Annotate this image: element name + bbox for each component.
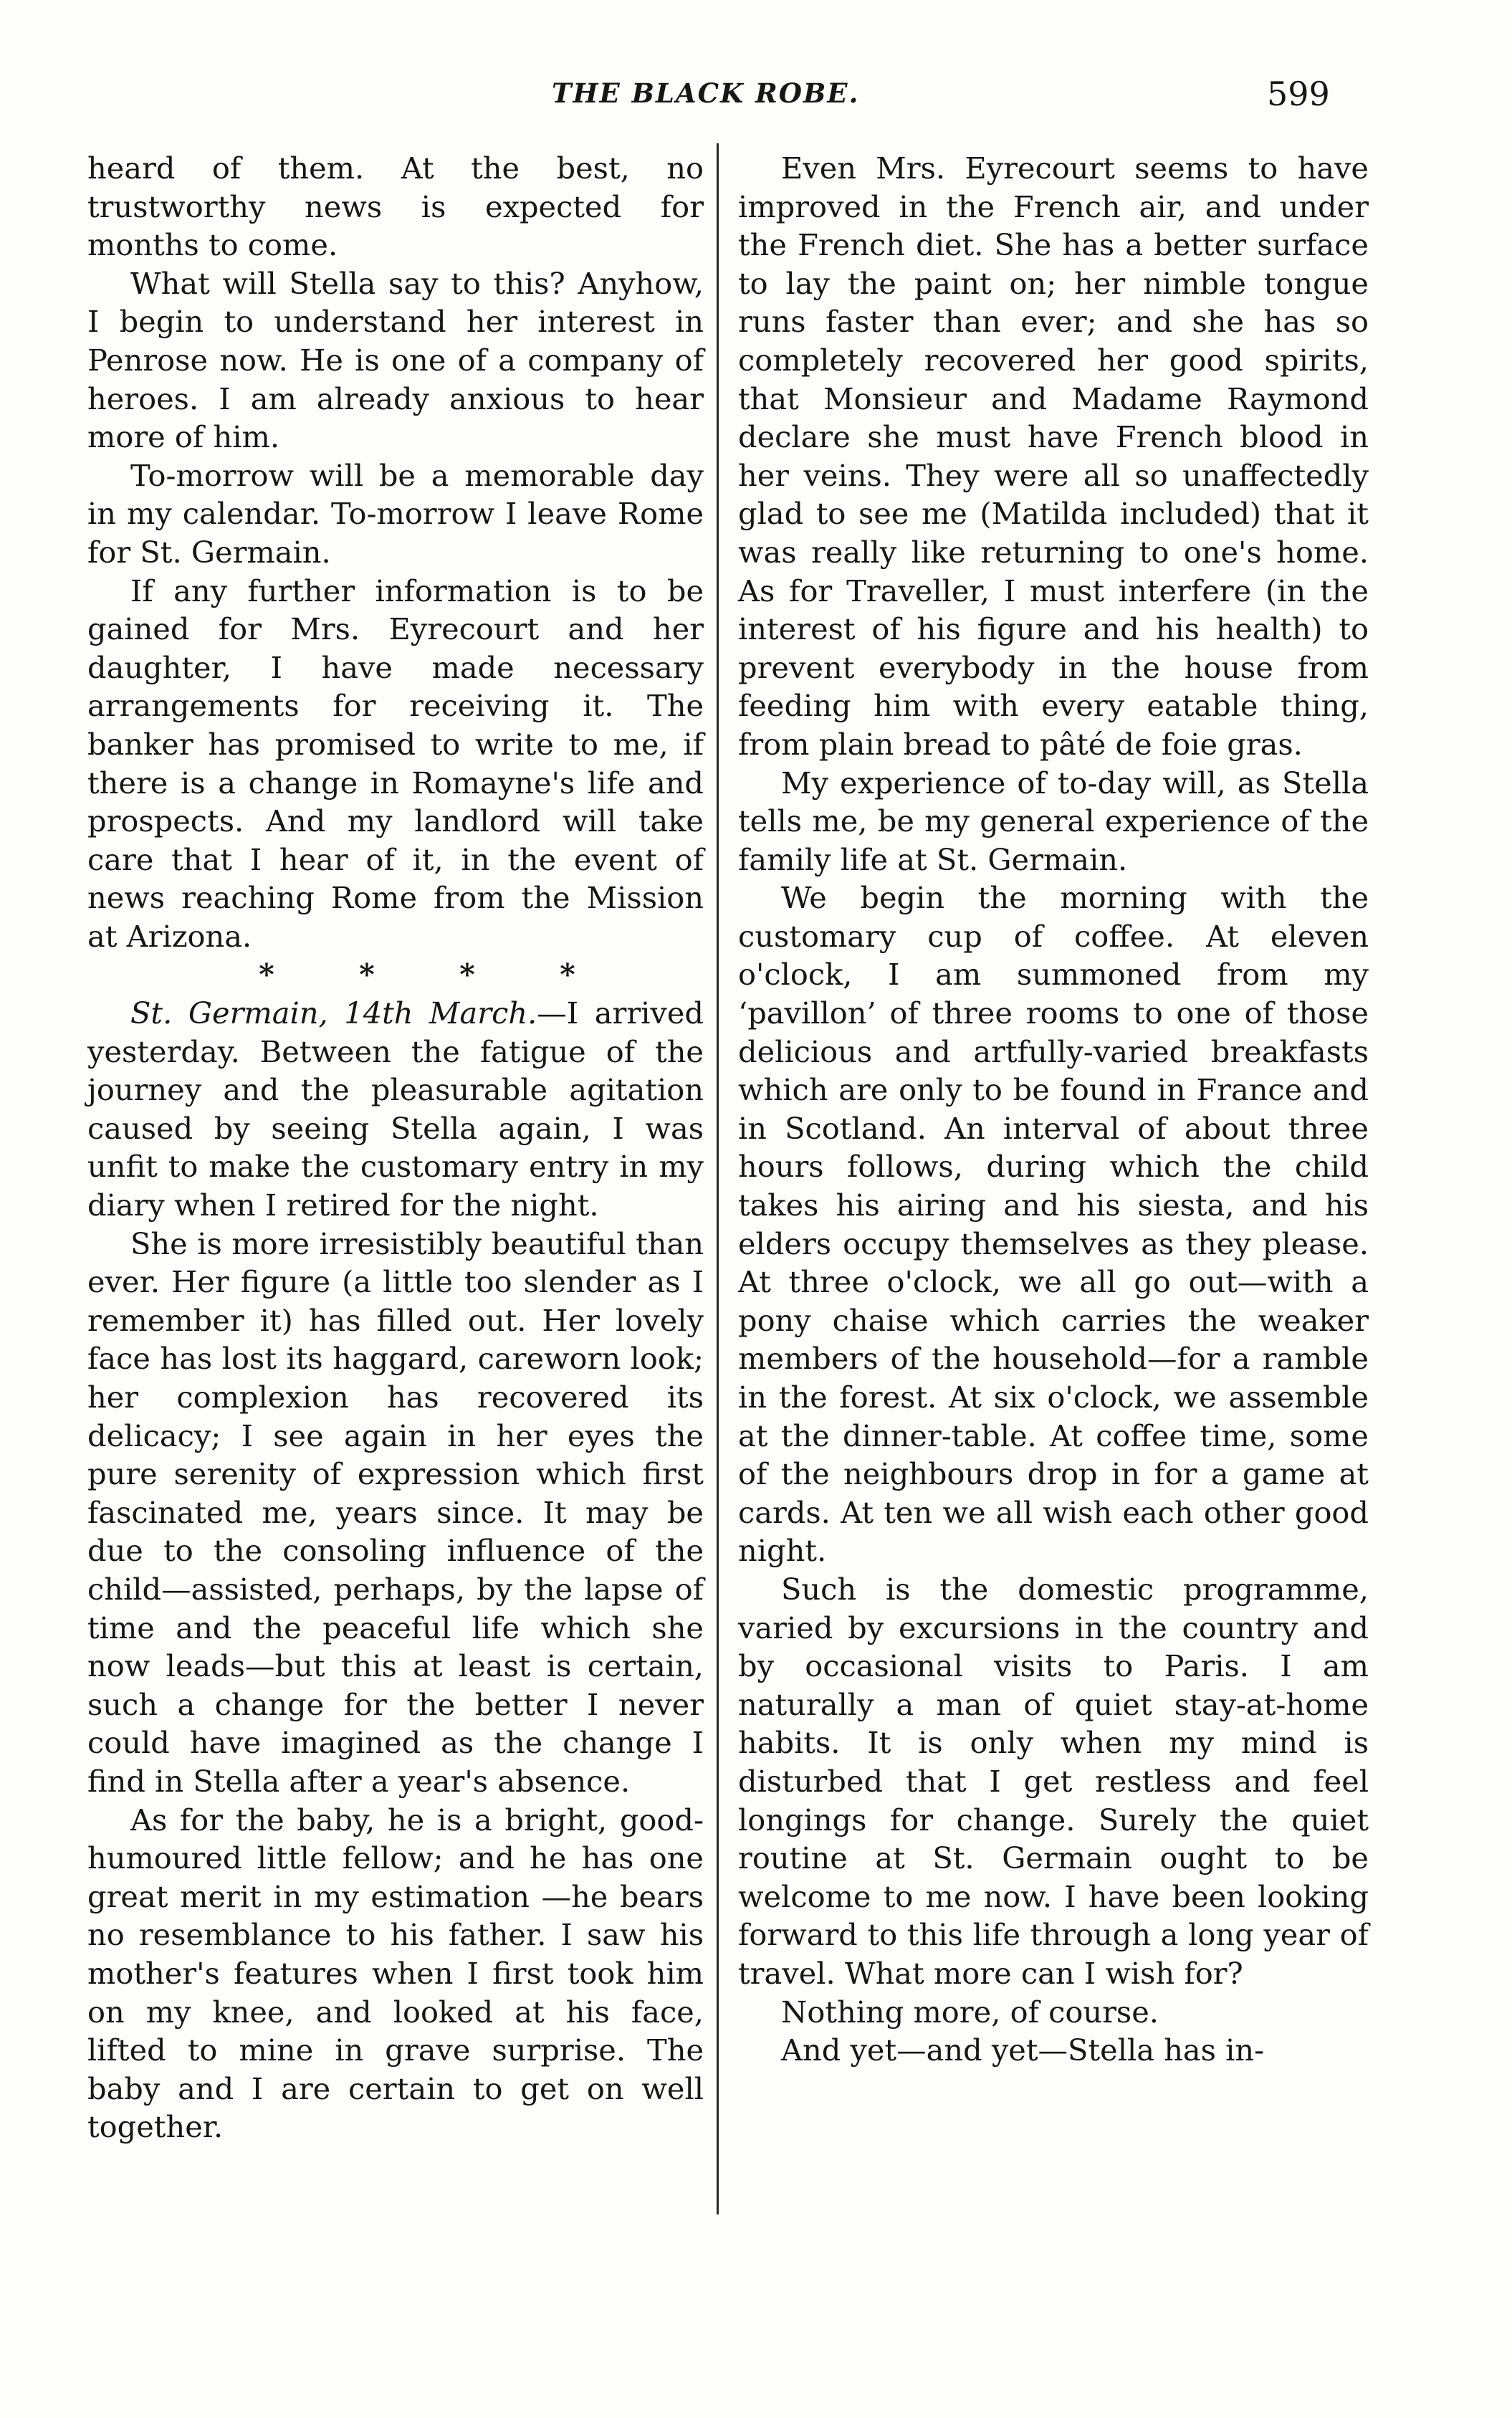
paragraph: What will Stella say to this? Anyhow, I begin to understand her interest in Penrose now. He is one of a company of heroes. I am already anxious to hear more of him. bbox=[87, 265, 704, 455]
paragraph: We begin the morning with the customary cup of coffee. At eleven o'clock, I am summoned from my ‘pavillon’ of three rooms to one of those delicious and artfully-varied breakfasts which are only to be found in France and in Scotland. An interval of about three hours follows, during which the child takes his airing and his siesta, and his elders occupy themselves as they please. At three o'clock, we all go out—with a pony chaise which carries the weaker members of the household—for a ramble in the forest. At six o'clock, we assemble at the dinner-table. At coffee time, some of the neighbours drop in for a game at cards. At ten we all wish each other good night. bbox=[738, 880, 1369, 1569]
star: * bbox=[259, 957, 274, 993]
dateline: St. Germain, 14th March. bbox=[130, 995, 537, 1031]
paragraph: Such is the domestic programme, varied by excursions in the country and by occasional visits to Paris. I am naturally a man of quiet stay-at-home habits. It is only when my mind is disturbed that I get restless and feel longings for change. Surely the quiet routine at St. Germain ought to be welcome to me now. I have been looking forward to this life through a long year of travel. What more can I wish for? bbox=[738, 1571, 1369, 1991]
star: * bbox=[560, 957, 575, 993]
section-break-stars bbox=[87, 955, 704, 994]
right-column bbox=[738, 149, 1369, 2070]
running-title: THE BLACK ROBE. bbox=[552, 77, 860, 109]
paragraph: heard of them. At the best, no trustworthy news is expected for months to come. bbox=[87, 150, 704, 263]
page-number: 599 bbox=[1267, 75, 1330, 113]
left-column bbox=[87, 149, 704, 2146]
star: * bbox=[359, 957, 375, 993]
paragraph: My experience of to-day will, as Stella tells me, be my general experience of the family life at St. Germain. bbox=[738, 765, 1369, 877]
star: * bbox=[459, 957, 475, 993]
paragraph: And yet—and yet—Stella has in- bbox=[781, 2032, 1265, 2068]
diary-entry-paragraph bbox=[87, 994, 704, 1225]
paragraph-text: —I arrived yesterday. Between the fatigue of the journey and the pleasurable agitation caused by seeing Stella again, I was unfit to make the customary entry in my diary when I retired for the night. bbox=[87, 995, 704, 1223]
paragraph: As for the baby, he is a bright, good-humoured little fellow; and he has one great merit in my estimation —he bears no resemblance to his father. I saw his mother's features when I first took him on my knee, and looked at his face, lifted to mine in grave surprise. The baby and I are certain to get on well together. bbox=[87, 1802, 704, 2145]
paragraph: Even Mrs. Eyrecourt seems to have improved in the French air, and under the French diet. She has a better surface to lay the paint on; her nimble tongue runs faster than ever; and she has so completely recovered her good spirits, that Monsieur and Madame Raymond declare she must have French blood in her veins. They were all so unaffectedly glad to see me (Matilda included) that it was really like returning to one's home. As for Traveller, I must interfere (in the interest of his figure and his health) to prevent everybody in the house from feeding him with every eatable thing, from plain bread to pâté de foie gras. bbox=[738, 150, 1369, 762]
paragraph: Nothing more, of course. bbox=[781, 1994, 1159, 2030]
paragraph: She is more irresistibly beautiful than ever. Her figure (a little too slender as I remember it) has filled out. Her lovely face has lost its haggard, careworn look; her complexion has recovered its delicacy; I see again in her eyes the pure serenity of expression which first fascinated me, years since. It may be due to the consoling influence of the child—assisted, perhaps, by the lapse of time and the peaceful life which she now leads—but this at least is certain, such a change for the better I never could have imagined as the change I find in Stella after a year's absence. bbox=[87, 1225, 704, 1799]
column-divider bbox=[717, 143, 719, 2214]
paragraph: To-morrow will be a memorable day in my calendar. To-morrow I leave Rome for St. Germain. bbox=[87, 457, 704, 570]
paragraph: If any further information is to be gained for Mrs. Eyrecourt and her daughter, I have made necessary arrangements for receiving it. The banker has promised to write to me, if there is a change in Romayne's life and prospects. And my landlord will take care that I hear of it, in the event of news reaching Rome from the Mission at Arizona. bbox=[87, 573, 704, 954]
running-head bbox=[0, 77, 1512, 120]
